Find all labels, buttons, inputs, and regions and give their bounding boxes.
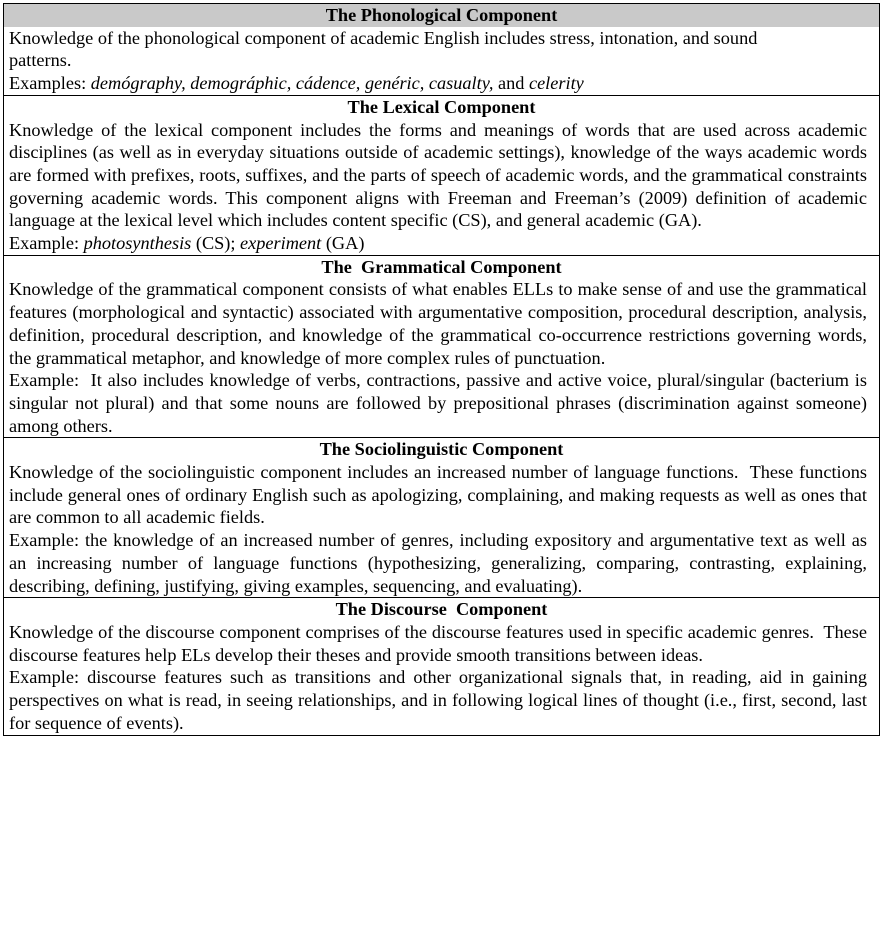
section-example [4,72,879,95]
section-body: Knowledge of the phonological component of academic English includes stress, intonation, and sound patterns. [9,27,758,71]
example-term: photosynthesis [83,233,192,254]
example-tag: (GA) [321,233,365,254]
example-word: cádence, [295,73,361,94]
example-prefix: Example: [9,233,84,254]
section-phonological [4,4,879,95]
section-title: The Discourse Component [335,599,548,620]
section-example: Example: the knowledge of an increased number of genres, including expository and argumentative text as well as an increasing number of language functions (hypothesizing, generalizing, comparing, contrasting, explaining, describing, defining, justifying, giving examples, sequencing, and evaluating). [9,530,867,596]
section-title: The Phonological Component [4,4,879,27]
example-word: celerity [528,73,584,94]
section-body: Knowledge of the discourse component comprises of the discourse features used in specific academic genres. These discourse features help ELs develop their theses and provide smooth transitions between ideas. [9,621,872,665]
section-discourse [4,597,879,734]
example-word: casualty, [428,73,494,94]
section-body: Knowledge of the grammatical component consists of what enables ELLs to make sense of and use the grammatical features (morphological and syntactic) associated with argumentative composition, procedural description, analysis, definition, procedural description, and knowledge of the grammatical co-occurrence restrictions governing words, the grammatical metaphor, and knowledge of more complex rules of punctuation. [9,279,867,368]
section-title: The Sociolinguistic Component [319,439,564,460]
example-word: demógraphy, [90,73,186,94]
section-lexical [4,95,879,255]
section-grammatical [4,255,879,438]
example-tag: (CS); [191,233,241,254]
section-example [4,232,879,255]
academic-language-components-table [3,3,880,736]
example-word: genéric, [364,73,425,94]
example-and: and [497,73,525,94]
example-word: demográphic, [190,73,292,94]
section-example: Example: It also includes knowledge of verbs, contractions, passive and active voice, plural/singular (bacterium is singular not plural) and that some nouns are followed by prepositional phrases (discrimination against someone) among others. [9,370,872,436]
example-term: experiment [240,233,322,254]
section-sociolinguistic [4,437,879,597]
section-body: Knowledge of the sociolinguistic component includes an increased number of language functions. These functions include general ones of ordinary English such as apologizing, complaining, and making requests as well as ones that are common to all academic fields. [9,462,872,528]
section-title: The Grammatical Component [321,256,562,277]
section-example: Example: discourse features such as transitions and other organizational signals that, in reading, aid in gaining perspectives on what is read, in seeing relationships, and in following logical lines of thought (i.e., first, second, last for sequence of events). [9,667,867,733]
example-prefix: Examples: [9,73,91,94]
section-title: The Lexical Component [347,96,536,117]
section-body: Knowledge of the lexical component includes the forms and meanings of words that are used across academic disciplines (as well as in everyday situations outside of academic settings), knowledge of the ways academic words are formed with prefixes, roots, suffixes, and the parts of speech of academic words, and the grammatical constraints governing academic words. This component aligns with Freeman and Freeman’s (2009) definition of academic language at the lexical level which includes content specific (CS), and general academic (GA). [9,119,867,231]
